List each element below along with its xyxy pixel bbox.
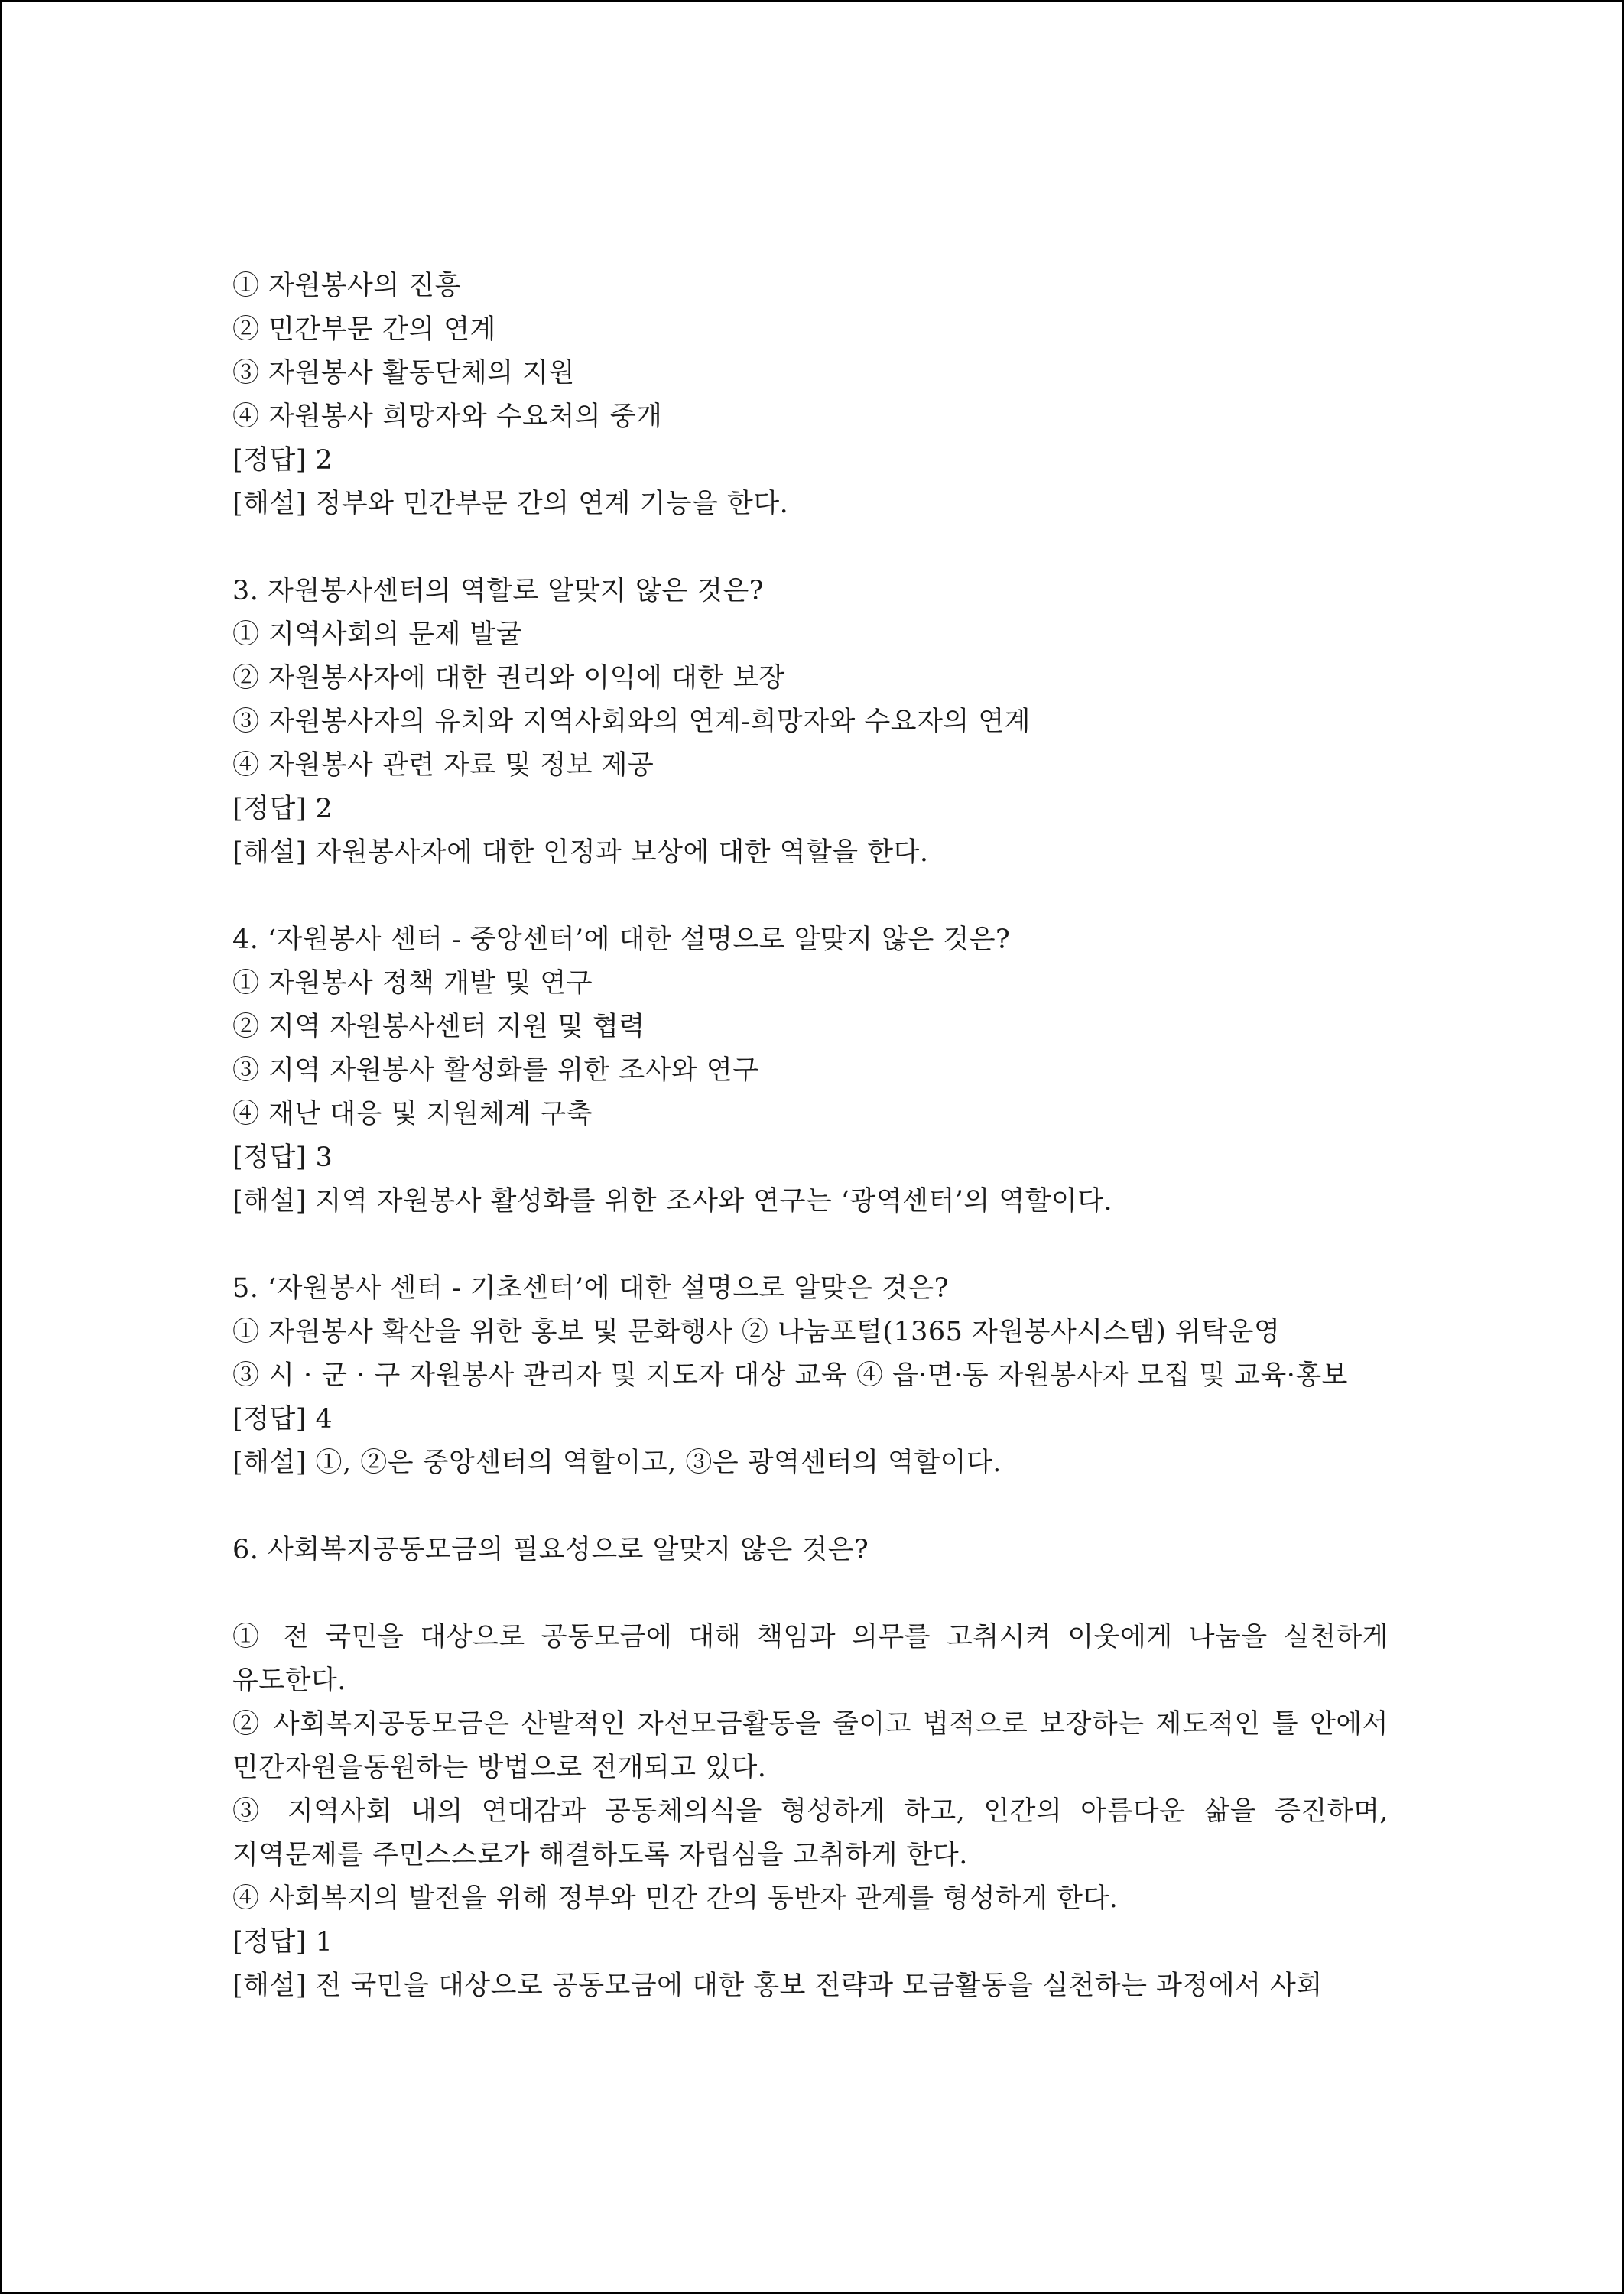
question-text: 3. 자원봉사센터의 역할로 알맞지 않은 것은? <box>232 576 765 606</box>
spacer <box>232 1485 1389 1529</box>
explanation: [해설] 지역 자원봉사 활성화를 위한 조사와 연구는 ‘광역센터’의 역할이다. <box>232 1186 1113 1217</box>
answer: [정답] 4 <box>232 1404 333 1435</box>
option-2: ② 지역 자원봉사센터 지원 및 협력 <box>232 1012 645 1042</box>
explanation: [해설] 자원봉사자에 대한 인정과 보상에 대한 역할을 한다. <box>232 837 929 868</box>
spacer <box>232 526 1389 570</box>
question-5 <box>232 1267 1389 1485</box>
spacer <box>232 1223 1389 1267</box>
options-line-2: ③ 시 · 군 · 구 자원봉사 관리자 및 지도자 대상 교육 ④ 읍·면·동 자원봉사자 모집 및 교육·홍보 <box>232 1360 1348 1391</box>
answer: [정답] 2 <box>232 794 333 824</box>
option-4: ④ 자원봉사 관련 자료 및 정보 제공 <box>232 750 654 781</box>
option-1: ① 전 국민을 대상으로 공동모금에 대해 책임과 의무를 고취시켜 이웃에게 나눔을 실천하게 유도한다. <box>232 1622 1389 1696</box>
question-text: 5. ‘자원봉사 센터 - 기초센터’에 대한 설명으로 알맞은 것은? <box>232 1273 950 1304</box>
options-line-1: ① 자원봉사 확산을 위한 홍보 및 문화행사 ② 나눔포털(1365 자원봉사시스템) 위탁운영 <box>232 1317 1281 1347</box>
option-2: ② 자원봉사자에 대한 권리와 이익에 대한 보장 <box>232 663 785 694</box>
question-3 <box>232 570 1389 875</box>
question-text: 4. ‘자원봉사 센터 - 중앙센터’에 대한 설명으로 알맞지 않은 것은? <box>232 924 1011 955</box>
option-3: ③ 지역사회 내의 연대감과 공동체의식을 형성하게 하고, 인간의 아름다운 삶을 증진하며, 지역문제를 주민스스로가 해결하도록 자립심을 고취하게 한다. <box>232 1796 1389 1870</box>
document-body <box>232 265 1389 2008</box>
spacer <box>232 1572 1389 1616</box>
spacer <box>232 875 1389 918</box>
question-4 <box>232 918 1389 1223</box>
option-2: ② 사회복지공동모금은 산발적인 자선모금활동을 줄이고 법적으로 보장하는 제도적인 틀 안에서 민간자원을동원하는 방법으로 전개되고 있다. <box>232 1709 1389 1783</box>
explanation: [해설] ①, ②은 중앙센터의 역할이고, ③은 광역센터의 역할이다. <box>232 1448 1002 1478</box>
question-6 <box>232 1529 1389 2008</box>
option-3: ③ 지역 자원봉사 활성화를 위한 조사와 연구 <box>232 1055 759 1086</box>
option-1: ① 자원봉사 정책 개발 및 연구 <box>232 968 593 999</box>
option-2: ② 민간부문 간의 연계 <box>232 314 496 345</box>
answer: [정답] 3 <box>232 1142 333 1173</box>
option-4: ④ 사회복지의 발전을 위해 정부와 민간 간의 동반자 관계를 형성하게 한다. <box>232 1883 1119 1914</box>
option-1: ① 지역사회의 문제 발굴 <box>232 619 523 650</box>
option-4: ④ 재난 대응 및 지원체계 구축 <box>232 1099 593 1129</box>
option-4: ④ 자원봉사 희망자와 수요처의 중개 <box>232 401 663 432</box>
answer: [정답] 1 <box>232 1927 333 1958</box>
question-text: 6. 사회복지공동모금의 필요성으로 알맞지 않은 것은? <box>232 1535 869 1565</box>
answer: [정답] 2 <box>232 445 333 476</box>
explanation: [해설] 정부와 민간부문 간의 연계 기능을 한다. <box>232 489 789 519</box>
option-1: ① 자원봉사의 진흥 <box>232 271 461 301</box>
explanation: [해설] 전 국민을 대상으로 공동모금에 대한 홍보 전략과 모금활동을 실천하는 과정에서 사회 <box>232 1971 1323 2001</box>
option-3: ③ 자원봉사 활동단체의 지원 <box>232 358 575 388</box>
question-2-continued <box>232 265 1389 526</box>
option-3: ③ 자원봉사자의 유치와 지역사회와의 연계-희망자와 수요자의 연계 <box>232 707 1031 737</box>
